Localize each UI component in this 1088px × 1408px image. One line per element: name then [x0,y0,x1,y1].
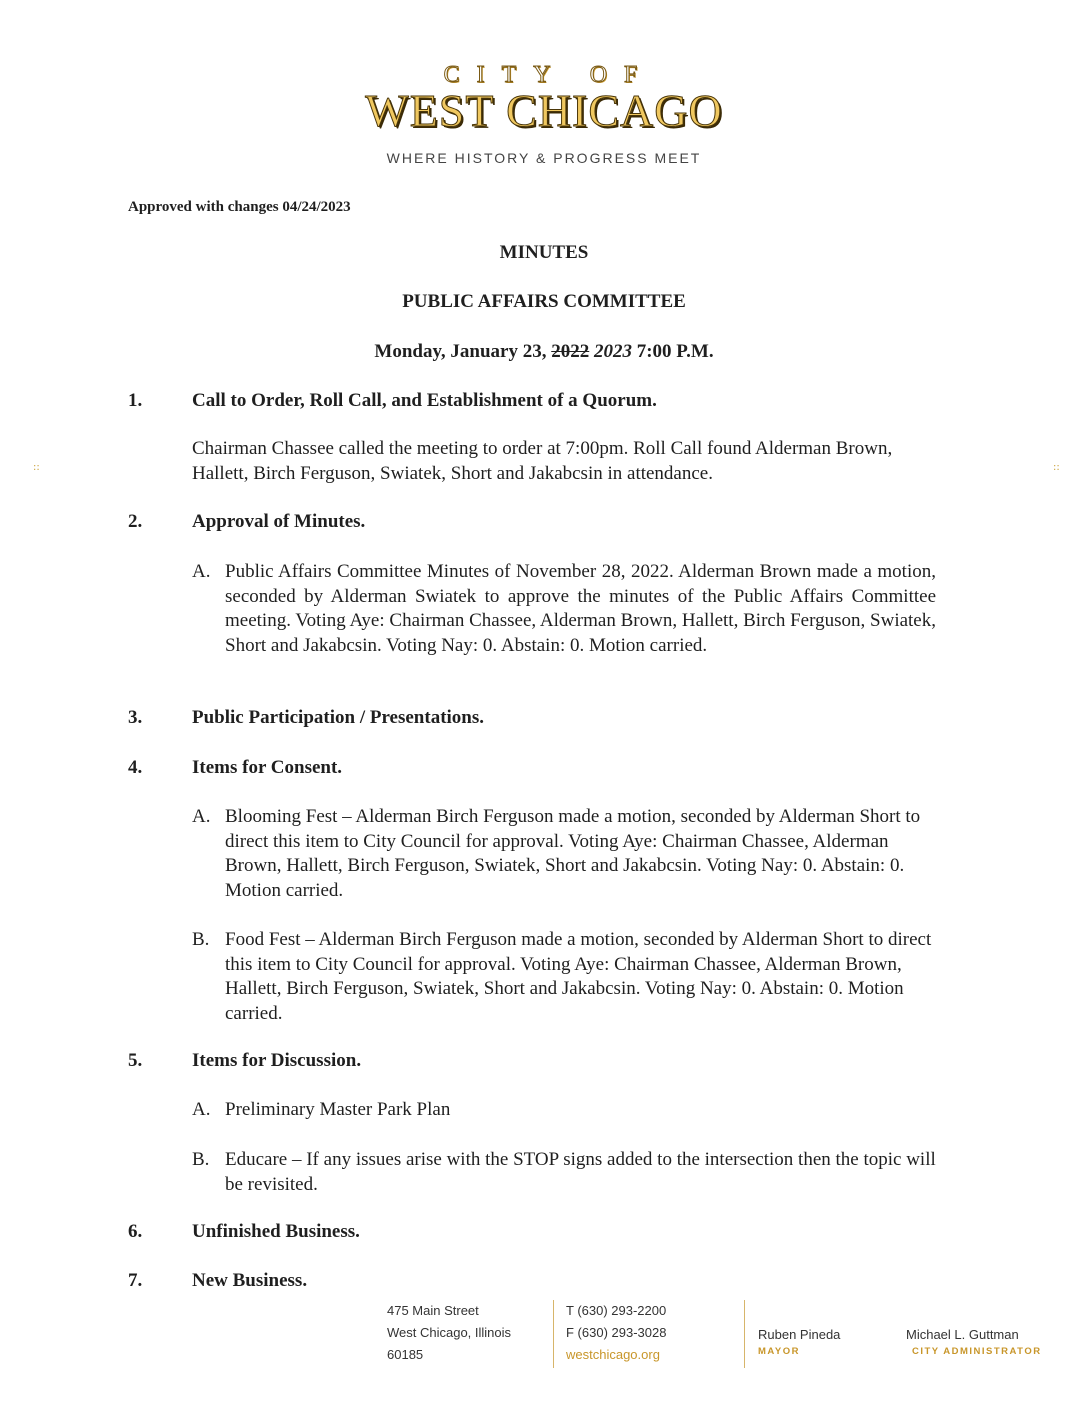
left-margin-mark: :: [33,462,40,473]
item-text: Food Fest – Alderman Birch Ferguson made a motion, seconded by Alderman Short to direct this item to City Council for approval. Voting Aye: Chairman Chassee, Alderman Brown, Hallett, Birch Ferguson, Swiatek, Short and Jakabcsin. Voting Nay: 0. Abstain: 0. Motion carried. [225,929,932,1024]
section-4-item-b [192,928,940,1026]
item-text: Public Affairs Committee Minutes of November 28, 2022. Alderman Brown made a motion, seconded by Alderman Swiatek to approve the minutes of the Public Affairs Committee meeting. Voting Aye: Chairman Chassee, Alderman Brown, Hallett, Birch Ferguson, Swiatek, Short and Jakabcsin. Voting Nay: 0. Abstain: 0. Motion carried. [225,561,936,656]
section-1-title: Call to Order, Roll Call, and Establishment of a Quorum. [192,390,657,411]
section-5-item-a [192,1098,944,1123]
section-6-title: Unfinished Business. [192,1221,360,1242]
item-label: A. [192,1099,211,1120]
address-line-3: 60185 [387,1347,424,1362]
mayor-name: Ruben Pineda [758,1327,841,1342]
item-label: B. [192,929,210,950]
corrected-year: 2023 [593,341,632,362]
footer-address [387,1300,511,1366]
website-link[interactable]: westchicago.org [566,1347,660,1362]
item-text: Educare – If any issues arise with the STOP signs added to the intersection then the topic will be revisited. [225,1149,936,1195]
footer-mayor [758,1326,840,1360]
section-4-number: 4. [128,757,143,778]
section-1-body: Chairman Chassee called the meeting to order at 7:00pm. Roll Call found Alderman Brown, Hallett, Birch Ferguson, Swiatek, Short and Jakabcsin in attendance. [192,438,893,484]
item-label: B. [192,1149,210,1170]
mayor-title: MAYOR [758,1346,800,1357]
approval-note: Approved with changes 04/24/2023 [128,199,351,215]
minutes-title: MINUTES [499,242,589,263]
section-4-item-a [192,805,940,903]
section-2-title: Approval of Minutes. [192,511,366,532]
section-5-number: 5. [128,1050,143,1071]
address-line-1: 475 Main Street [387,1303,479,1318]
section-7-title: New Business. [192,1270,308,1291]
section-6-number: 6. [128,1221,143,1242]
meeting-date [0,341,1088,363]
logo-city-of: CITY OF [443,62,655,88]
section-5-title: Items for Discussion. [192,1050,362,1071]
struck-year: 2022 [551,341,590,362]
phone-number: T (630) 293-2200 [566,1303,667,1318]
letterhead-logo [0,62,1088,166]
committee-title: PUBLIC AFFAIRS COMMITTEE [402,291,686,312]
address-line-2: West Chicago, Illinois [387,1325,512,1340]
right-margin-mark: :: [1053,462,1060,473]
item-label: A. [192,806,211,827]
section-3-number: 3. [128,707,143,728]
section-1-number: 1. [128,390,143,411]
section-7-number: 7. [128,1270,143,1291]
logo-city-name: WEST CHICAGO [365,85,723,136]
administrator-title: CITY ADMINISTRATOR [912,1346,1042,1357]
section-2-number: 2. [128,511,143,532]
item-text: Blooming Fest – Alderman Birch Ferguson made a motion, seconded by Alderman Short to direct this item to City Council for approval. Voting Aye: Chairman Chassee, Alderman Brown, Hallett, Birch Ferguson, Swiatek, Short and Jakabcsin. Voting Nay: 0. Abstain: 0. Motion carried. [225,806,921,901]
date-prefix: Monday, January 23, [374,341,547,362]
section-2-item-a [192,560,936,658]
fax-number: F (630) 293-3028 [566,1325,667,1340]
item-label: A. [192,561,211,582]
footer-administrator [906,1326,1042,1360]
footer-divider-2 [744,1300,745,1368]
section-3-title: Public Participation / Presentations. [192,707,485,728]
logo-tagline: WHERE HISTORY & PROGRESS MEET [386,150,702,166]
footer-divider-1 [553,1300,554,1368]
administrator-name: Michael L. Guttman [906,1327,1019,1342]
item-text: Preliminary Master Park Plan [225,1099,451,1120]
meeting-time: 7:00 P.M. [636,341,714,362]
section-4-title: Items for Consent. [192,757,343,778]
footer-contact [566,1300,666,1366]
section-5-item-b [192,1148,944,1197]
